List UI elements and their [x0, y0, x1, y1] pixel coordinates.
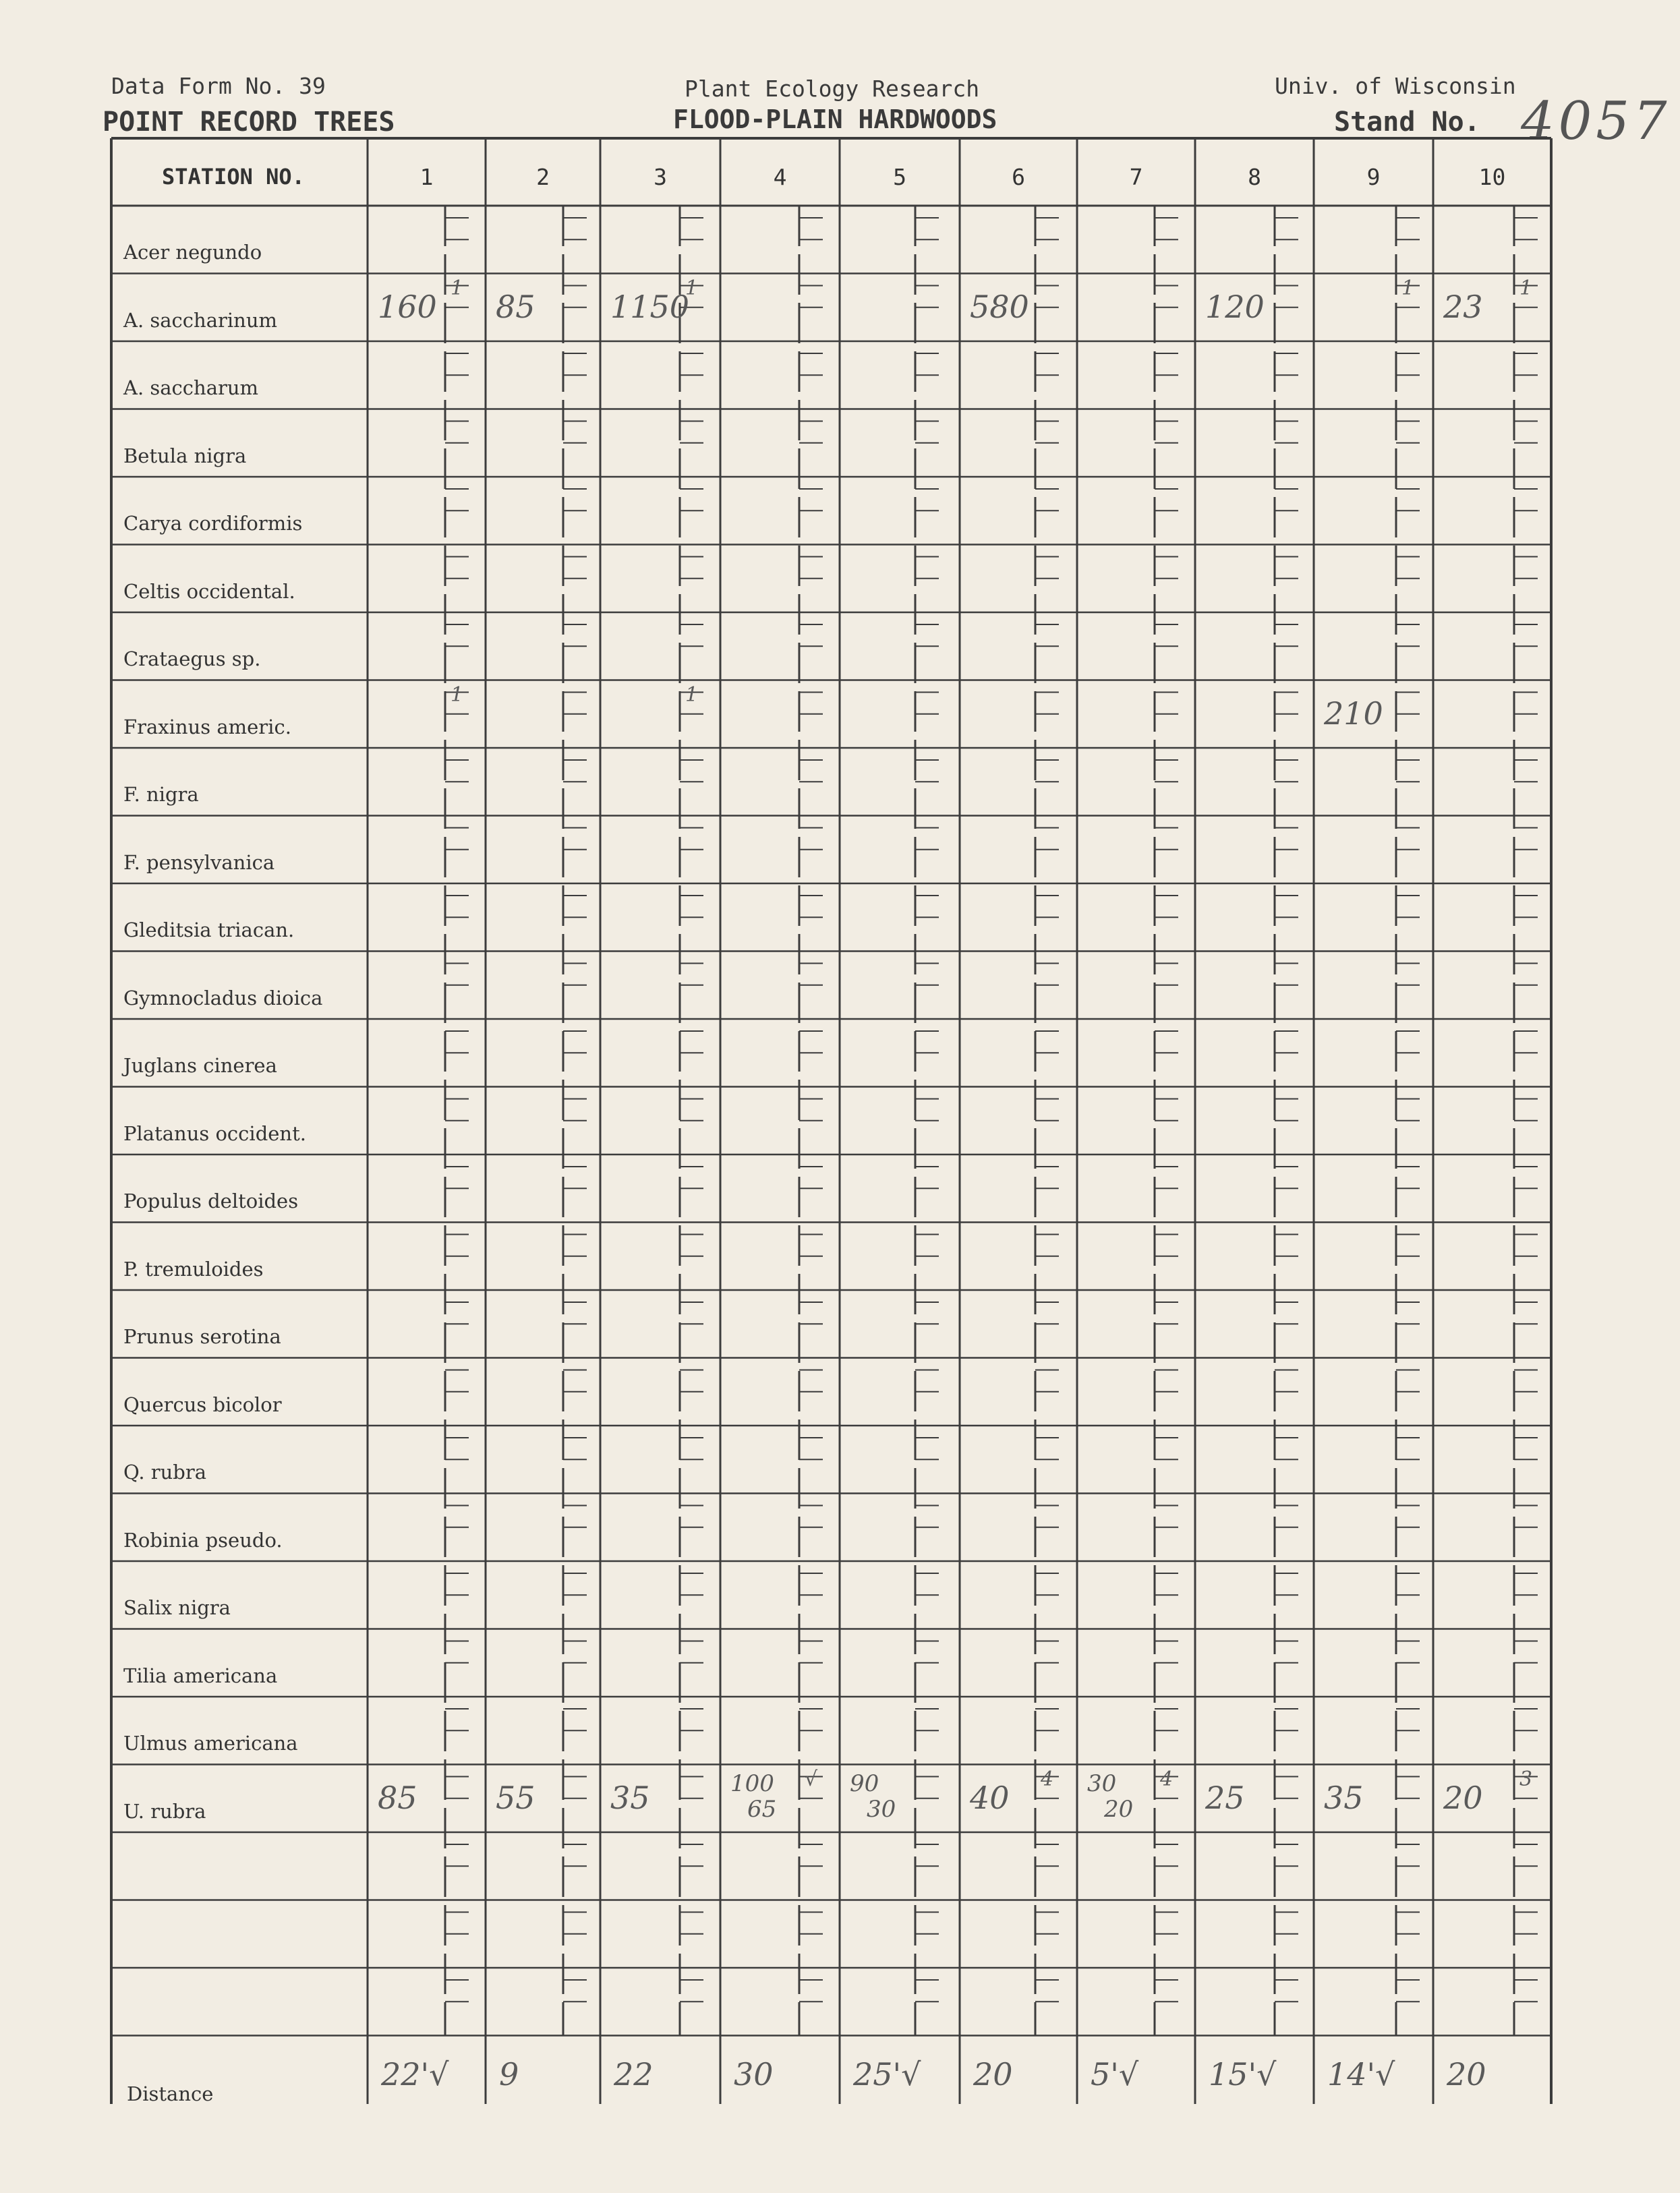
- tally-value: 580: [970, 288, 1029, 325]
- quadrant-mark: 1: [451, 276, 464, 300]
- station-number-4: 4: [773, 164, 787, 190]
- species-label: Gymnocladus dioica: [123, 986, 323, 1010]
- distance-value: 20: [1447, 2055, 1486, 2093]
- tally-value: 160: [378, 288, 437, 325]
- quadrant-mark: 3: [1519, 1767, 1533, 1791]
- species-label: Carya cordiformis: [123, 512, 303, 535]
- species-label: Crataegus sp.: [123, 647, 261, 670]
- species-label: Prunus serotina: [123, 1325, 281, 1348]
- species-label: Tilia americana: [123, 1664, 278, 1687]
- station-number-5: 5: [893, 164, 906, 190]
- tally-value: 40: [970, 1779, 1010, 1816]
- station-number-2: 2: [536, 164, 550, 190]
- tally-value: 23: [1443, 288, 1483, 325]
- quadrant-mark: 4: [1041, 1767, 1054, 1791]
- quadrant-mark: 1: [685, 276, 699, 300]
- tally-value: 30: [1087, 1770, 1117, 1797]
- tally-value-secondary: 20: [1104, 1795, 1134, 1823]
- species-label: Populus deltoides: [123, 1190, 299, 1212]
- quadrant-mark: 4: [1160, 1767, 1174, 1791]
- station-number-1: 1: [419, 164, 434, 190]
- species-label: Platanus occident.: [123, 1121, 306, 1145]
- species-label: U. rubra: [123, 1799, 206, 1823]
- species-label: Acer negundo: [123, 241, 262, 264]
- tally-value: 25: [1205, 1779, 1245, 1816]
- station-number-6: 6: [1012, 164, 1025, 190]
- distance-value: 9: [499, 2055, 519, 2093]
- form-subtitle: FLOOD-PLAIN HARDWOODS: [673, 105, 997, 134]
- tally-value: 20: [1443, 1779, 1483, 1816]
- station-number-10: 10: [1478, 164, 1506, 190]
- tally-value: 85: [496, 288, 535, 325]
- species-label: Quercus bicolor: [123, 1393, 282, 1416]
- distance-value: 25'√: [853, 2055, 921, 2093]
- station-number-label: STATION NO.: [162, 164, 305, 189]
- distance-label: Distance: [127, 2082, 214, 2105]
- tally-value: 35: [1324, 1779, 1364, 1816]
- tally-value-secondary: 65: [747, 1795, 777, 1823]
- distance-value: 14'√: [1327, 2055, 1395, 2093]
- species-label: Celtis occidental.: [123, 579, 295, 603]
- species-label: Q. rubra: [123, 1461, 207, 1484]
- station-number-7: 7: [1129, 164, 1143, 190]
- quadrant-mark: √: [805, 1767, 818, 1791]
- tally-value: 120: [1205, 288, 1265, 325]
- quadrant-mark: 1: [1519, 276, 1533, 300]
- species-label: Robinia pseudo.: [123, 1528, 283, 1552]
- tally-value: 210: [1324, 695, 1383, 732]
- quadrant-mark: 1: [685, 682, 699, 707]
- quadrant-mark: 1: [1401, 276, 1415, 300]
- distance-value: 22: [614, 2055, 654, 2093]
- form-number: Data Form No. 39: [111, 73, 326, 99]
- tally-value: 55: [496, 1779, 535, 1816]
- distance-value: 30: [734, 2055, 774, 2093]
- tally-value: 85: [378, 1779, 417, 1816]
- species-label: F. pensylvanica: [123, 850, 275, 874]
- distance-value: 20: [973, 2055, 1013, 2093]
- species-label: Gleditsia triacan.: [123, 918, 295, 941]
- station-number-3: 3: [654, 164, 667, 190]
- quadrant-mark: 1: [451, 682, 464, 707]
- species-label: P. tremuloides: [123, 1257, 264, 1281]
- species-label: A. saccharum: [123, 376, 259, 399]
- stand-number-value: 4057: [1521, 91, 1671, 152]
- form-title: POINT RECORD TREES: [103, 107, 395, 138]
- distance-value: 15'√: [1209, 2055, 1277, 2093]
- species-label: A. saccharinum: [123, 308, 277, 332]
- tally-value: 90: [850, 1770, 879, 1797]
- species-label: Salix nigra: [123, 1596, 231, 1619]
- distance-value: 5'√: [1091, 2055, 1139, 2093]
- station-number-9: 9: [1366, 164, 1381, 190]
- tally-value-secondary: 30: [867, 1795, 896, 1823]
- species-label: Betula nigra: [123, 444, 247, 467]
- university: Univ. of Wisconsin: [1275, 73, 1516, 99]
- tally-value: 100: [730, 1770, 774, 1797]
- species-label: Fraxinus americ.: [123, 715, 291, 738]
- tally-value: 1150: [610, 288, 690, 325]
- tally-value: 35: [610, 1779, 650, 1816]
- species-label: F. nigra: [123, 783, 199, 806]
- stand-number-label: Stand No.: [1334, 107, 1480, 138]
- distance-value: 22'√: [381, 2055, 449, 2093]
- organization: Plant Ecology Research: [685, 76, 980, 102]
- species-label: Ulmus americana: [123, 1732, 298, 1755]
- station-number-8: 8: [1248, 164, 1261, 190]
- species-label: Juglans cinerea: [123, 1054, 277, 1077]
